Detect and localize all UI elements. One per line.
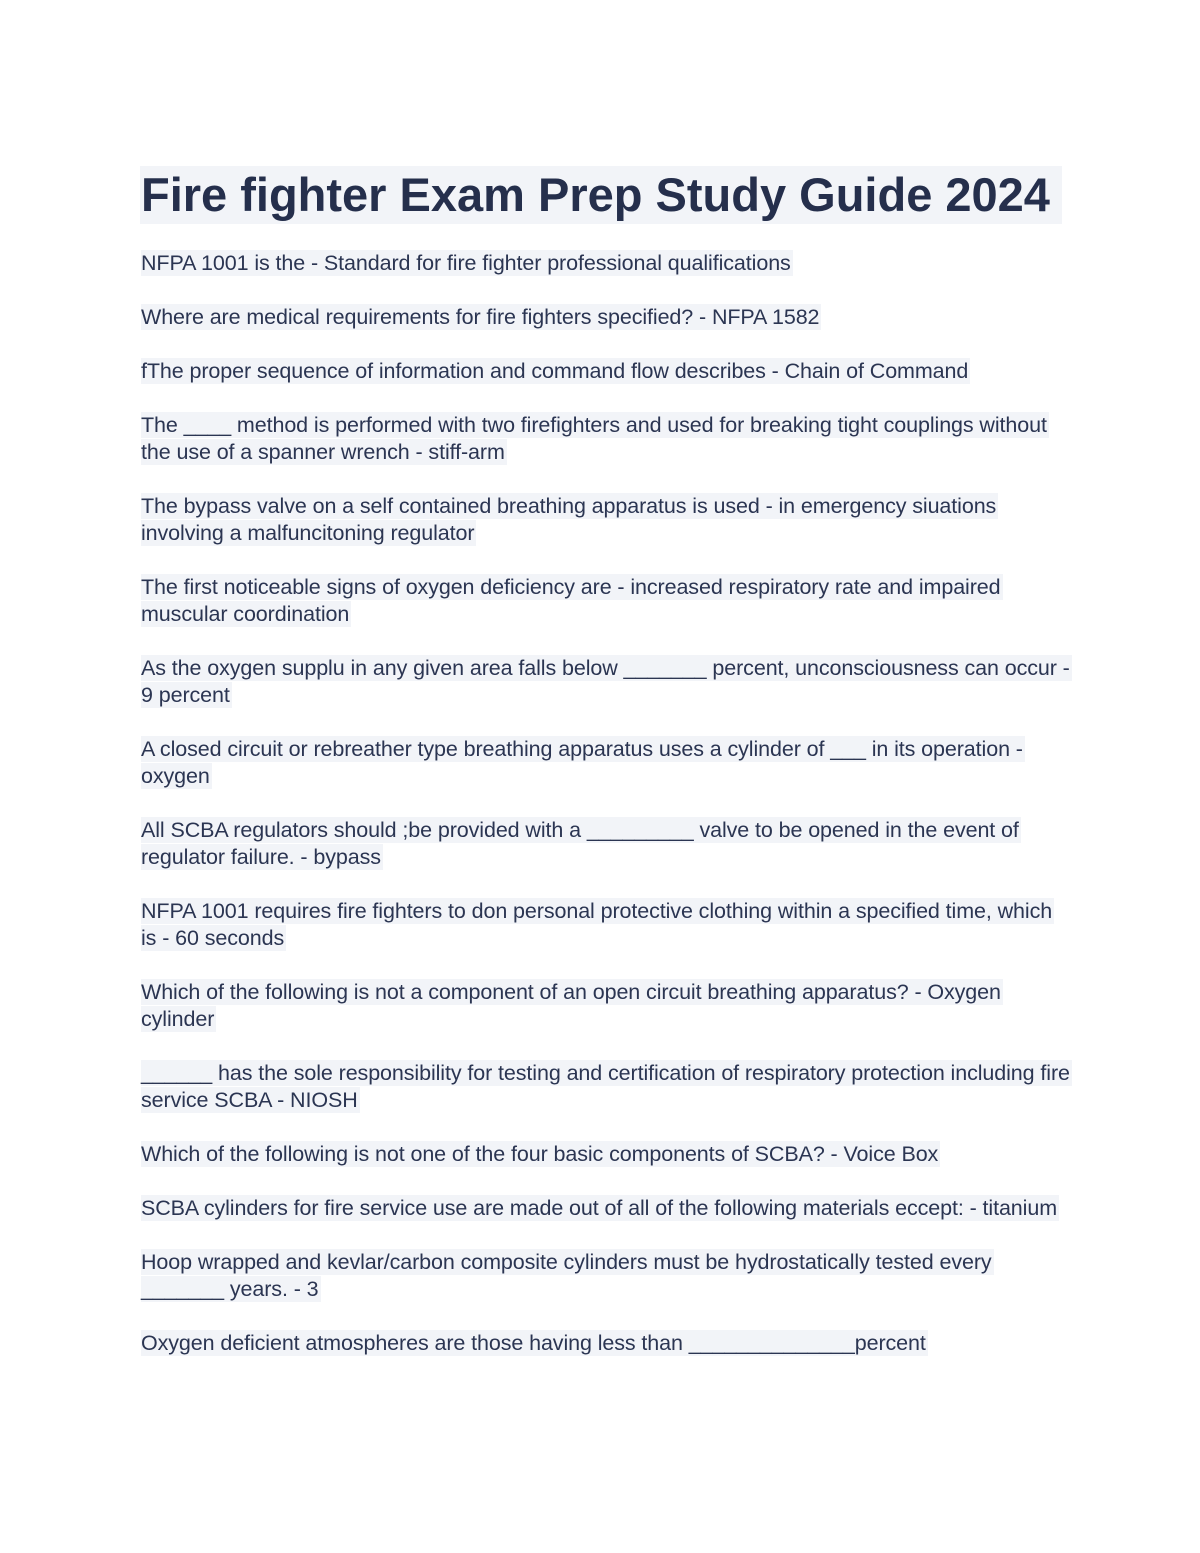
qa-text: Which of the following is not a component of an open circuit breathing apparatus? - Oxygen cylinder	[141, 980, 1001, 1031]
qa-item	[141, 250, 1071, 277]
qa-text: NFPA 1001 is the - Standard for fire fighter professional qualifications	[141, 251, 791, 275]
qa-item	[141, 493, 1071, 547]
qa-text: ______ has the sole responsibility for testing and certification of respiratory protection including fire service SCBA - NIOSH	[141, 1061, 1070, 1112]
qa-item	[141, 979, 1071, 1033]
qa-item	[141, 817, 1071, 871]
qa-item	[141, 736, 1071, 790]
qa-text: The first noticeable signs of oxygen deficiency are - increased respiratory rate and impaired muscular coordination	[141, 575, 1001, 626]
qa-item	[141, 1249, 1071, 1303]
qa-text: NFPA 1001 requires fire fighters to don personal protective clothing within a specified time, which is - 60 seconds	[141, 899, 1053, 950]
qa-item	[141, 1141, 1071, 1168]
qa-text: A closed circuit or rebreather type breathing apparatus uses a cylinder of ___ in its operation - oxygen	[141, 737, 1023, 788]
qa-item	[141, 1195, 1071, 1222]
qa-text: Hoop wrapped and kevlar/carbon composite cylinders must be hydrostatically tested every _______ years. - 3	[141, 1250, 992, 1301]
document-title: Fire fighter Exam Prep Study Guide 2024	[140, 166, 1062, 224]
qa-text: Where are medical requirements for fire fighters specified? - NFPA 1582	[141, 305, 820, 329]
qa-text: As the oxygen supplu in any given area falls below _______ percent, unconsciousness can occur - 9 percent	[141, 656, 1070, 707]
qa-item	[141, 412, 1071, 466]
question-answer-list	[141, 250, 1071, 1357]
qa-item	[141, 898, 1071, 952]
qa-item	[141, 358, 1071, 385]
qa-text: Which of the following is not one of the four basic components of SCBA? - Voice Box	[141, 1142, 939, 1166]
qa-text: All SCBA regulators should ;be provided with a _________ valve to be opened in the event of regulator failure. - bypass	[141, 818, 1019, 869]
qa-text: The bypass valve on a self contained breathing apparatus is used - in emergency siuations involving a malfuncitoning regulator	[141, 494, 997, 545]
qa-text: The ____ method is performed with two firefighters and used for breaking tight couplings without the use of a spanner wrench - stiff-arm	[141, 413, 1047, 464]
study-guide-content	[141, 166, 1071, 1384]
qa-item	[141, 1330, 1071, 1357]
qa-item	[141, 304, 1071, 331]
qa-text: Oxygen deficient atmospheres are those having less than ______________percent	[141, 1331, 926, 1355]
qa-item	[141, 574, 1071, 628]
qa-text: SCBA cylinders for fire service use are made out of all of the following materials eccept: - titanium	[141, 1196, 1058, 1220]
qa-item	[141, 1060, 1071, 1114]
qa-item	[141, 655, 1071, 709]
qa-text: fThe proper sequence of information and command flow describes - Chain of Command	[141, 359, 969, 383]
